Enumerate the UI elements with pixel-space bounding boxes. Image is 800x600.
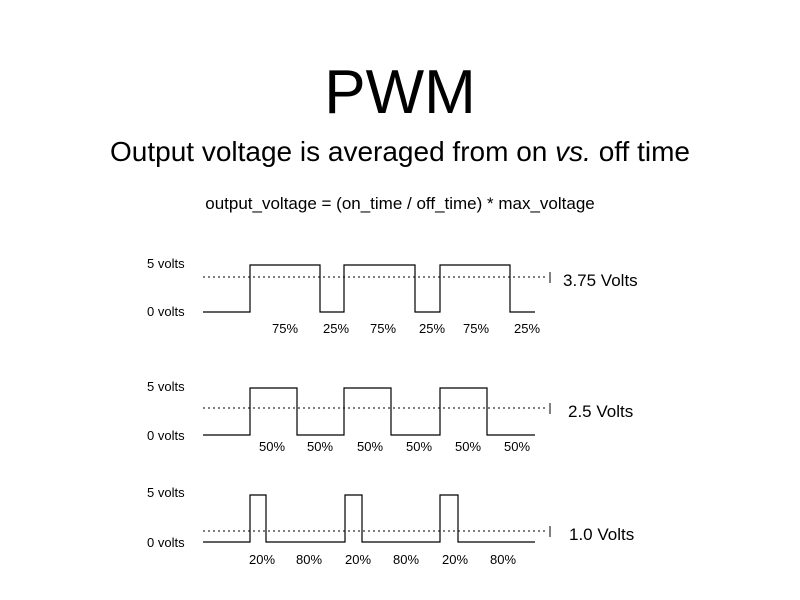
- row3-low-label: 0 volts: [147, 535, 185, 550]
- row2-low-label: 0 volts: [147, 428, 185, 443]
- row1-high-label: 5 volts: [147, 256, 185, 271]
- row3-percent-1: 20%: [248, 552, 276, 567]
- row1-percent-1: 75%: [271, 321, 299, 336]
- row3-percent-3: 20%: [344, 552, 372, 567]
- row2-percent-5: 50%: [454, 439, 482, 454]
- row1-percent-3: 75%: [369, 321, 397, 336]
- row2-square-wave: [203, 388, 535, 435]
- row3-percent-6: 80%: [489, 552, 517, 567]
- row1-low-label: 0 volts: [147, 304, 185, 319]
- row1-percent-6: 25%: [513, 321, 541, 336]
- pwm-row-75: [147, 256, 638, 336]
- row2-percent-6: 50%: [503, 439, 531, 454]
- row1-average-label: 3.75 Volts: [563, 271, 638, 290]
- row1-percent-2: 25%: [322, 321, 350, 336]
- row3-average-label: 1.0 Volts: [569, 525, 635, 544]
- pwm-row-50: [147, 379, 633, 454]
- row3-square-wave: [203, 495, 535, 542]
- subtitle-text-start: Output voltage is averaged from on: [109, 136, 556, 167]
- row2-high-label: 5 volts: [147, 379, 185, 394]
- row2-percent-1: 50%: [258, 439, 286, 454]
- subtitle-text-end: off time: [590, 136, 691, 167]
- pwm-row-20: [147, 485, 634, 567]
- row2-percent-3: 50%: [356, 439, 384, 454]
- row3-percent-5: 20%: [441, 552, 469, 567]
- page-title: PWM: [324, 58, 476, 127]
- row3-high-label: 5 volts: [147, 485, 185, 500]
- row1-percent-5: 75%: [462, 321, 490, 336]
- row1-percent-4: 25%: [418, 321, 446, 336]
- subtitle-text-emphasis: vs.: [555, 136, 591, 167]
- row2-percent-4: 50%: [405, 439, 433, 454]
- row2-percent-2: 50%: [306, 439, 334, 454]
- formula-text: output_voltage = (on_time / off_time) * max_voltage: [205, 194, 595, 213]
- row3-percent-2: 80%: [295, 552, 323, 567]
- row2-average-label: 2.5 Volts: [568, 402, 634, 421]
- row1-square-wave: [203, 265, 535, 312]
- row3-percent-4: 80%: [392, 552, 420, 567]
